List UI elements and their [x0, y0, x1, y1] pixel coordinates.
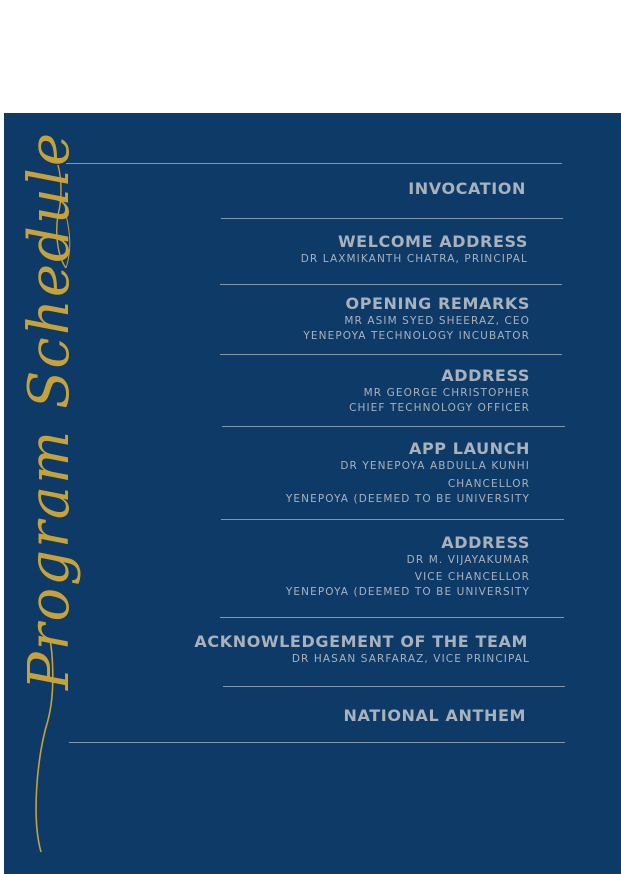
divider [222, 426, 565, 427]
schedule-item-opening-remarks [303, 294, 530, 344]
divider [69, 742, 565, 743]
item-line: MR ASIM SYED SHEERAZ, CEO [344, 315, 530, 327]
schedule-heading: Program Schedule [17, 131, 82, 690]
item-title: APP LAUNCH [408, 439, 530, 458]
schedule-item-welcome-address [301, 232, 528, 267]
item-title: ADDRESS [441, 366, 530, 385]
item-line: YENEPOYA (DEEMED TO BE UNIVERSITY [285, 586, 530, 598]
item-line: CHANCELLOR [447, 478, 530, 490]
item-line: DR LAXMIKANTH CHATRA, PRINCIPAL [300, 253, 528, 265]
item-line: DR HASAN SARFARAZ, VICE PRINCIPAL [291, 653, 530, 665]
item-line: YENEPOYA (DEEMED TO BE UNIVERSITY [285, 493, 530, 505]
schedule-item-address-1 [349, 366, 530, 416]
item-line: VICE CHANCELLOR [414, 571, 530, 583]
item-line: CHIEF TECHNOLOGY OFFICER [349, 402, 530, 414]
divider [220, 284, 562, 285]
item-title: WELCOME ADDRESS [337, 232, 528, 251]
item-line: DR YENEPOYA ABDULLA KUNHI [340, 460, 530, 472]
divider [220, 617, 564, 618]
divider [223, 686, 565, 687]
item-line: DR M. VIJAYAKUMAR [406, 554, 530, 566]
schedule-item-acknowledgement [194, 632, 530, 667]
item-title: ADDRESS [441, 533, 530, 552]
schedule-item-national-anthem [344, 706, 526, 726]
schedule-item-app-launch [286, 439, 530, 507]
item-title: OPENING REMARKS [345, 294, 530, 313]
item-title: INVOCATION [408, 179, 526, 198]
divider [221, 519, 564, 520]
divider [221, 218, 563, 219]
divider [220, 354, 562, 355]
schedule-item-address-2 [286, 533, 530, 600]
divider [66, 163, 562, 164]
item-line: YENEPOYA TECHNOLOGY INCUBATOR [303, 330, 530, 342]
item-title: ACKNOWLEDGEMENT OF THE TEAM [194, 632, 528, 651]
item-title: NATIONAL ANTHEM [343, 706, 526, 725]
schedule-item-invocation [408, 179, 526, 199]
item-line: MR GEORGE CHRISTOPHER [363, 387, 530, 399]
